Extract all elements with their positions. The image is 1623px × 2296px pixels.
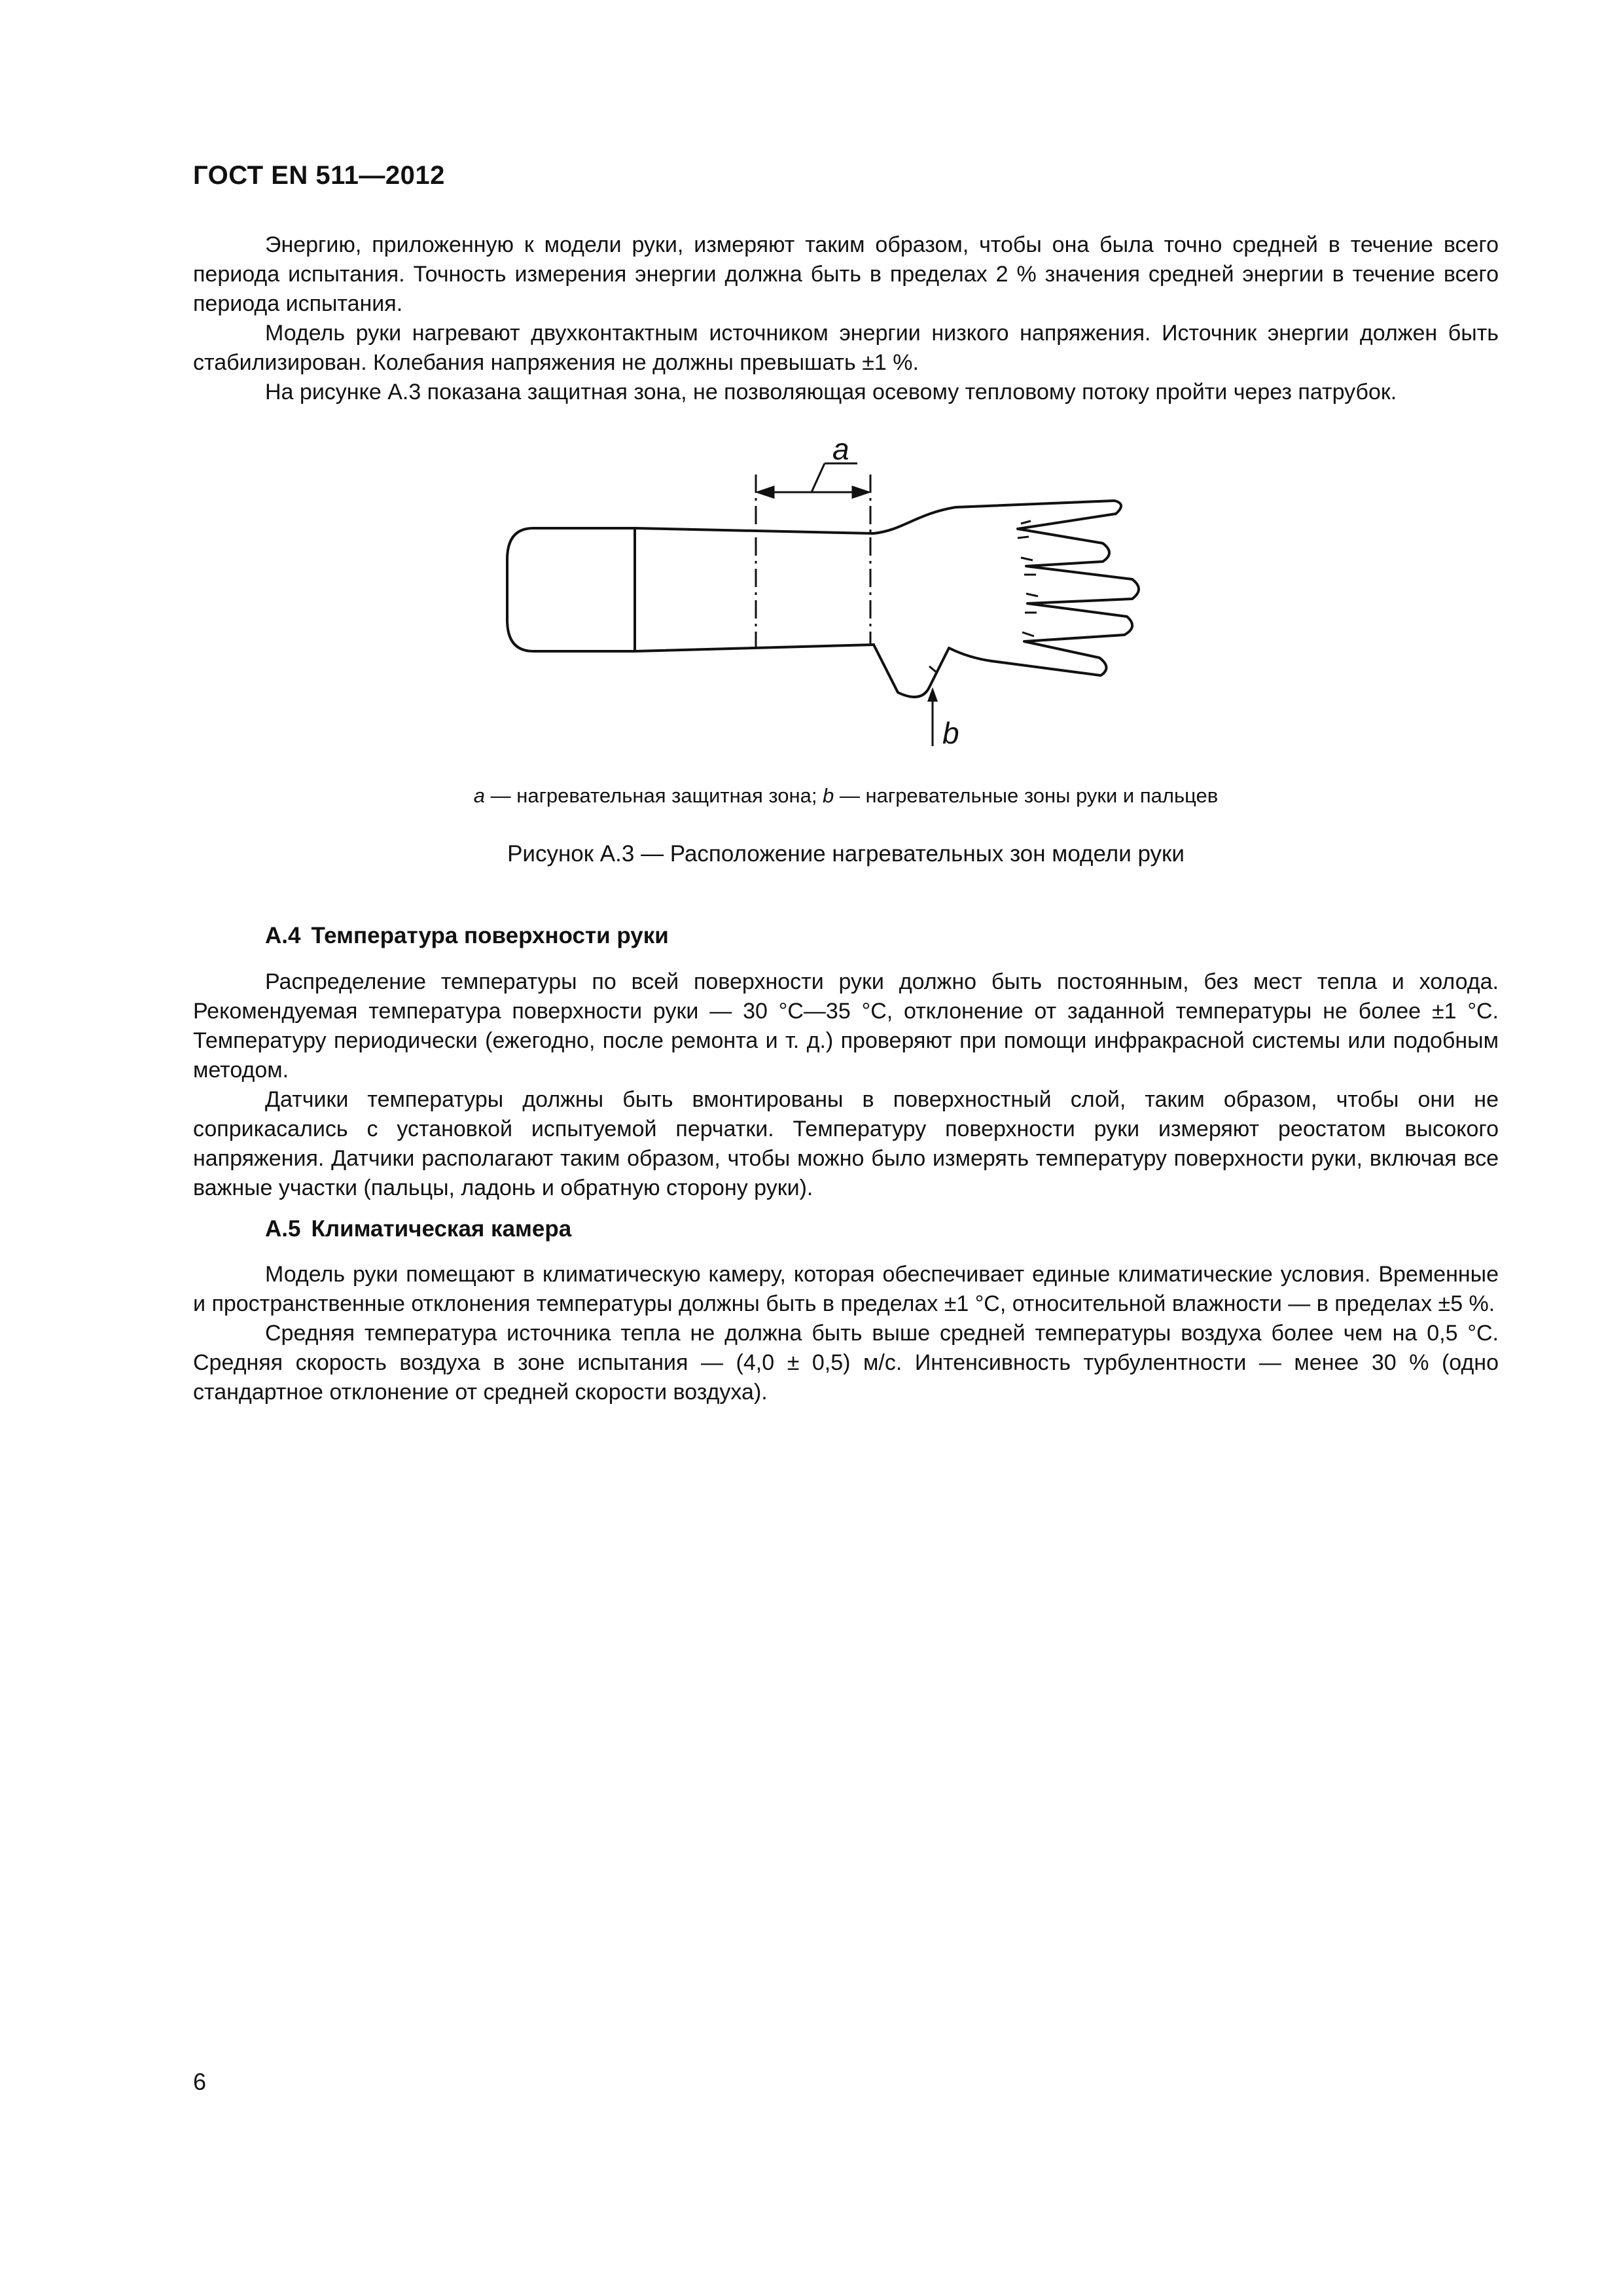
legend-text-a: — нагревательная защитная зона;: [485, 784, 823, 807]
legend-text-b: — нагревательные зоны руки и пальцев: [834, 784, 1219, 807]
page-number: 6: [193, 2068, 207, 2095]
dimension-arrow-right: [853, 487, 868, 497]
paragraph: Распределение температуры по всей поверхности руки должно быть постоянным, без мест тепла и холода. Рекомендуемая температура поверхности руки — 30 °С—35 °С, отклонение от заданной температуры не более ±1 °С. Температуру периодически (ежегодно, после ремонта и т. д.) проверяют при помощи инфракрасной системы или подобным методом.: [193, 969, 1499, 1083]
label-b: b: [942, 716, 959, 750]
finger-zone-tick: [1021, 558, 1033, 560]
label-a: a: [832, 432, 849, 466]
arm-top-edge: [635, 528, 874, 533]
section-title: Климатическая камера: [311, 1216, 572, 1242]
section-number: А.5: [265, 1216, 301, 1242]
dimension-arrow-left: [758, 487, 774, 497]
figure-legend: [193, 784, 1499, 808]
arm-bottom-edge: [635, 645, 874, 651]
document-header: ГОСТ EN 511—2012: [193, 161, 445, 190]
section-a4-text: [193, 967, 1499, 1203]
finger-zone-tick: [1018, 537, 1029, 538]
finger-zone-tick: [929, 666, 937, 673]
intro-text: [193, 230, 1499, 407]
paragraph: Модель руки нагревают двухконтактным источником энергии низкого напряжения. Источник энергии должен быть стабилизирован. Колебания напряжения не должны превышать ±1 %.: [193, 321, 1499, 375]
paragraph: Датчики температуры должны быть вмонтированы в поверхностный слой, таким образом, чтобы они не соприкасались с установкой испытуемой перчатки. Температуру поверхности руки измеряют реостатом высокого напряжения. Датчики располагают таким образом, чтобы можно было измерять температуру поверхности руки, включая все важные участки (пальцы, ладонь и обратную сторону руки).: [193, 1087, 1499, 1200]
label-a-leader: [812, 463, 825, 492]
section-title: Температура поверхности руки: [311, 923, 669, 948]
hand-outline: [874, 501, 1139, 697]
finger-zone-tick: [1026, 594, 1038, 596]
finger-zone-tick: [1022, 632, 1034, 636]
legend-key-a: a: [473, 784, 485, 807]
section-a5-text: [193, 1260, 1499, 1407]
paragraph: Средняя температура источника тепла не должна быть выше средней температуры воздуха более чем на 0,5 °С. Средняя скорость воздуха в зоне испытания — (4,0 ± 0,5) м/с. Интенсивность турбулентности — менее 30 % (одно стандартное отклонение от средней скорости воздуха).: [193, 1321, 1499, 1405]
paragraph: Энергию, приложенную к модели руки, измеряют таким образом, чтобы она была точно средней в течение всего периода испытания. Точность измерения энергии должна быть в пределах 2 % значения средней энергии в течение всего периода испытания.: [193, 232, 1499, 316]
section-heading-a4: [265, 923, 669, 949]
figure-caption: Рисунок А.3 — Расположение нагревательных зон модели руки: [507, 841, 1185, 867]
paragraph: На рисунке А.3 показана защитная зона, не позволяющая осевому тепловому потоку пройти через патрубок.: [265, 380, 1397, 404]
finger-zone-tick: [1021, 521, 1031, 524]
hand-model-figure: [497, 432, 1217, 759]
paragraph: Модель руки помещают в климатическую камеру, которая обеспечивает единые климатические условия. Временные и пространственные отклонения температуры должны быть в пределах ±1 °С, относительной влажности — в пределах ±5 %.: [193, 1262, 1499, 1316]
handle-outline: [507, 528, 635, 651]
legend-key-b: b: [823, 784, 834, 807]
section-number: А.4: [265, 923, 301, 948]
section-heading-a5: [265, 1216, 571, 1242]
hand-model-diagram: [497, 432, 1217, 759]
